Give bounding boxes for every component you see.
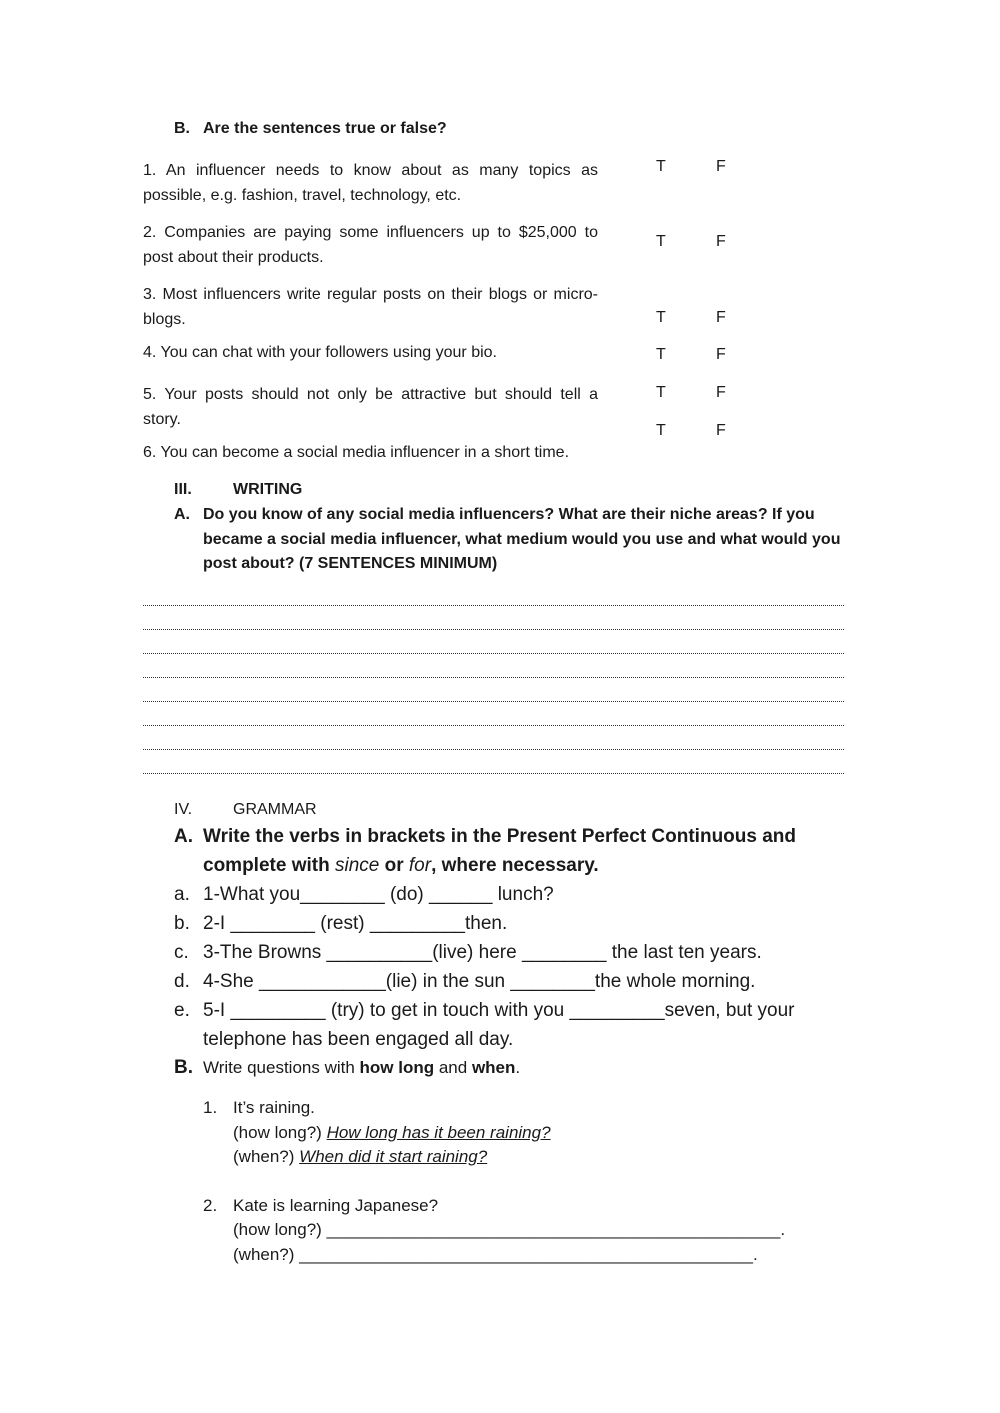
false-option-1[interactable]: F (716, 158, 726, 175)
example-2-how-long-blank[interactable]: ________________________________________________. (326, 1220, 786, 1239)
task-a-text-1: complete with (203, 855, 335, 876)
answer-line[interactable] (143, 605, 844, 606)
grammar-item-letter-e: e. (174, 1000, 190, 1021)
example-2-sentence: Kate is learning Japanese? (233, 1196, 439, 1215)
true-option-4[interactable]: T (656, 346, 666, 363)
or-word: or (379, 855, 409, 876)
when-word: when (471, 1058, 516, 1077)
grammar-task-a-line-1: Write the verbs in brackets in the Present Perfect Continuous and (203, 826, 797, 847)
false-option-6[interactable]: F (716, 422, 726, 439)
example-1-how-long-answer: How long has it been raining? (326, 1123, 551, 1142)
true-option-5[interactable]: T (656, 384, 666, 401)
false-option-2[interactable]: F (716, 233, 726, 250)
grammar-item-letter-d: d. (174, 971, 190, 992)
answer-line[interactable] (143, 773, 844, 774)
how-long-prompt: (how long?) (233, 1220, 322, 1239)
grammar-task-a-line-2 (203, 855, 599, 877)
grammar-task-a-label: A. (174, 826, 193, 847)
writing-task-line-3: post about? (7 SENTENCES MINIMUM) (203, 555, 498, 572)
grammar-item-e[interactable]: 5-I _________ (try) to get in touch with you _________seven, but your (203, 1000, 795, 1021)
false-option-5[interactable]: F (716, 384, 726, 401)
tf-statement-5: 5. Your posts should not only be attractive but should tell a story. (143, 386, 598, 428)
grammar-item-letter-b: b. (174, 913, 190, 934)
grammar-task-b-instruction (203, 1058, 520, 1078)
when-prompt: (when?) (233, 1147, 295, 1166)
grammar-title: GRAMMAR (233, 801, 317, 818)
grammar-item-b[interactable]: 2-I ________ (rest) _________then. (203, 913, 508, 934)
answer-line[interactable] (143, 653, 844, 654)
example-1-when-answer: When did it start raining? (299, 1147, 488, 1166)
section-b-title: Are the sentences true or false? (203, 120, 447, 137)
answer-line[interactable] (143, 749, 844, 750)
example-2-when-blank[interactable]: ________________________________________________. (299, 1245, 758, 1264)
task-a-text-2: , where necessary. (431, 855, 599, 876)
writing-number: III. (174, 481, 192, 498)
true-option-1[interactable]: T (656, 158, 666, 175)
example-2-how-long-row (233, 1220, 785, 1240)
section-b-label: B. (174, 120, 190, 137)
answer-line[interactable] (143, 629, 844, 630)
grammar-item-c[interactable]: 3-The Browns __________(live) here ________ the last ten years. (203, 942, 762, 963)
grammar-task-b-label: B. (174, 1057, 193, 1078)
example-2-when-row (233, 1245, 758, 1265)
example-1-number: 1. (203, 1098, 218, 1117)
for-word: for (408, 855, 432, 876)
tf-statement-2: 2. Companies are paying some influencers up to $25,000 to post about their products. (143, 224, 598, 266)
writing-title: WRITING (233, 481, 303, 498)
since-word: since (334, 855, 380, 876)
grammar-item-letter-c: c. (174, 942, 189, 963)
how-long-word: how long (359, 1058, 435, 1077)
answer-line[interactable] (143, 677, 844, 678)
task-b-text-1: Write questions with (203, 1058, 360, 1077)
when-prompt: (when?) (233, 1245, 295, 1264)
example-1-how-long-row (233, 1123, 551, 1143)
false-option-4[interactable]: F (716, 346, 726, 363)
and-word: and (434, 1058, 472, 1077)
true-option-2[interactable]: T (656, 233, 666, 250)
grammar-item-letter-a: a. (174, 884, 190, 905)
tf-statement-1: 1. An influencer needs to know about as many topics as possible, e.g. fashion, travel, technology, etc. (143, 162, 598, 204)
task-b-period: . (515, 1058, 521, 1077)
example-2-number: 2. (203, 1196, 218, 1215)
tf-statement-6: 6. You can become a social media influencer in a short time. (143, 444, 570, 461)
true-option-3[interactable]: T (656, 309, 666, 326)
example-1-sentence: It’s raining. (233, 1098, 315, 1117)
how-long-prompt: (how long?) (233, 1123, 322, 1142)
answer-line[interactable] (143, 701, 844, 702)
example-1-when-row (233, 1147, 487, 1167)
tf-statement-4: 4. You can chat with your followers using your bio. (143, 344, 497, 361)
answer-line[interactable] (143, 725, 844, 726)
grammar-item-e-continuation: telephone has been engaged all day. (203, 1029, 514, 1050)
writing-task-line-1: Do you know of any social media influencers? What are their niche areas? If you (203, 506, 815, 523)
writing-task-label: A. (174, 506, 190, 523)
tf-statement-3: 3. Most influencers write regular posts on their blogs or micro-blogs. (143, 286, 598, 328)
writing-task-line-2: became a social media influencer, what medium would you use and what would you (203, 531, 841, 548)
grammar-item-d[interactable]: 4-She ____________(lie) in the sun ________the whole morning. (203, 971, 756, 992)
grammar-number: IV. (174, 801, 193, 818)
false-option-3[interactable]: F (716, 309, 726, 326)
true-option-6[interactable]: T (656, 422, 666, 439)
grammar-item-a[interactable]: 1-What you________ (do) ______ lunch? (203, 884, 554, 905)
